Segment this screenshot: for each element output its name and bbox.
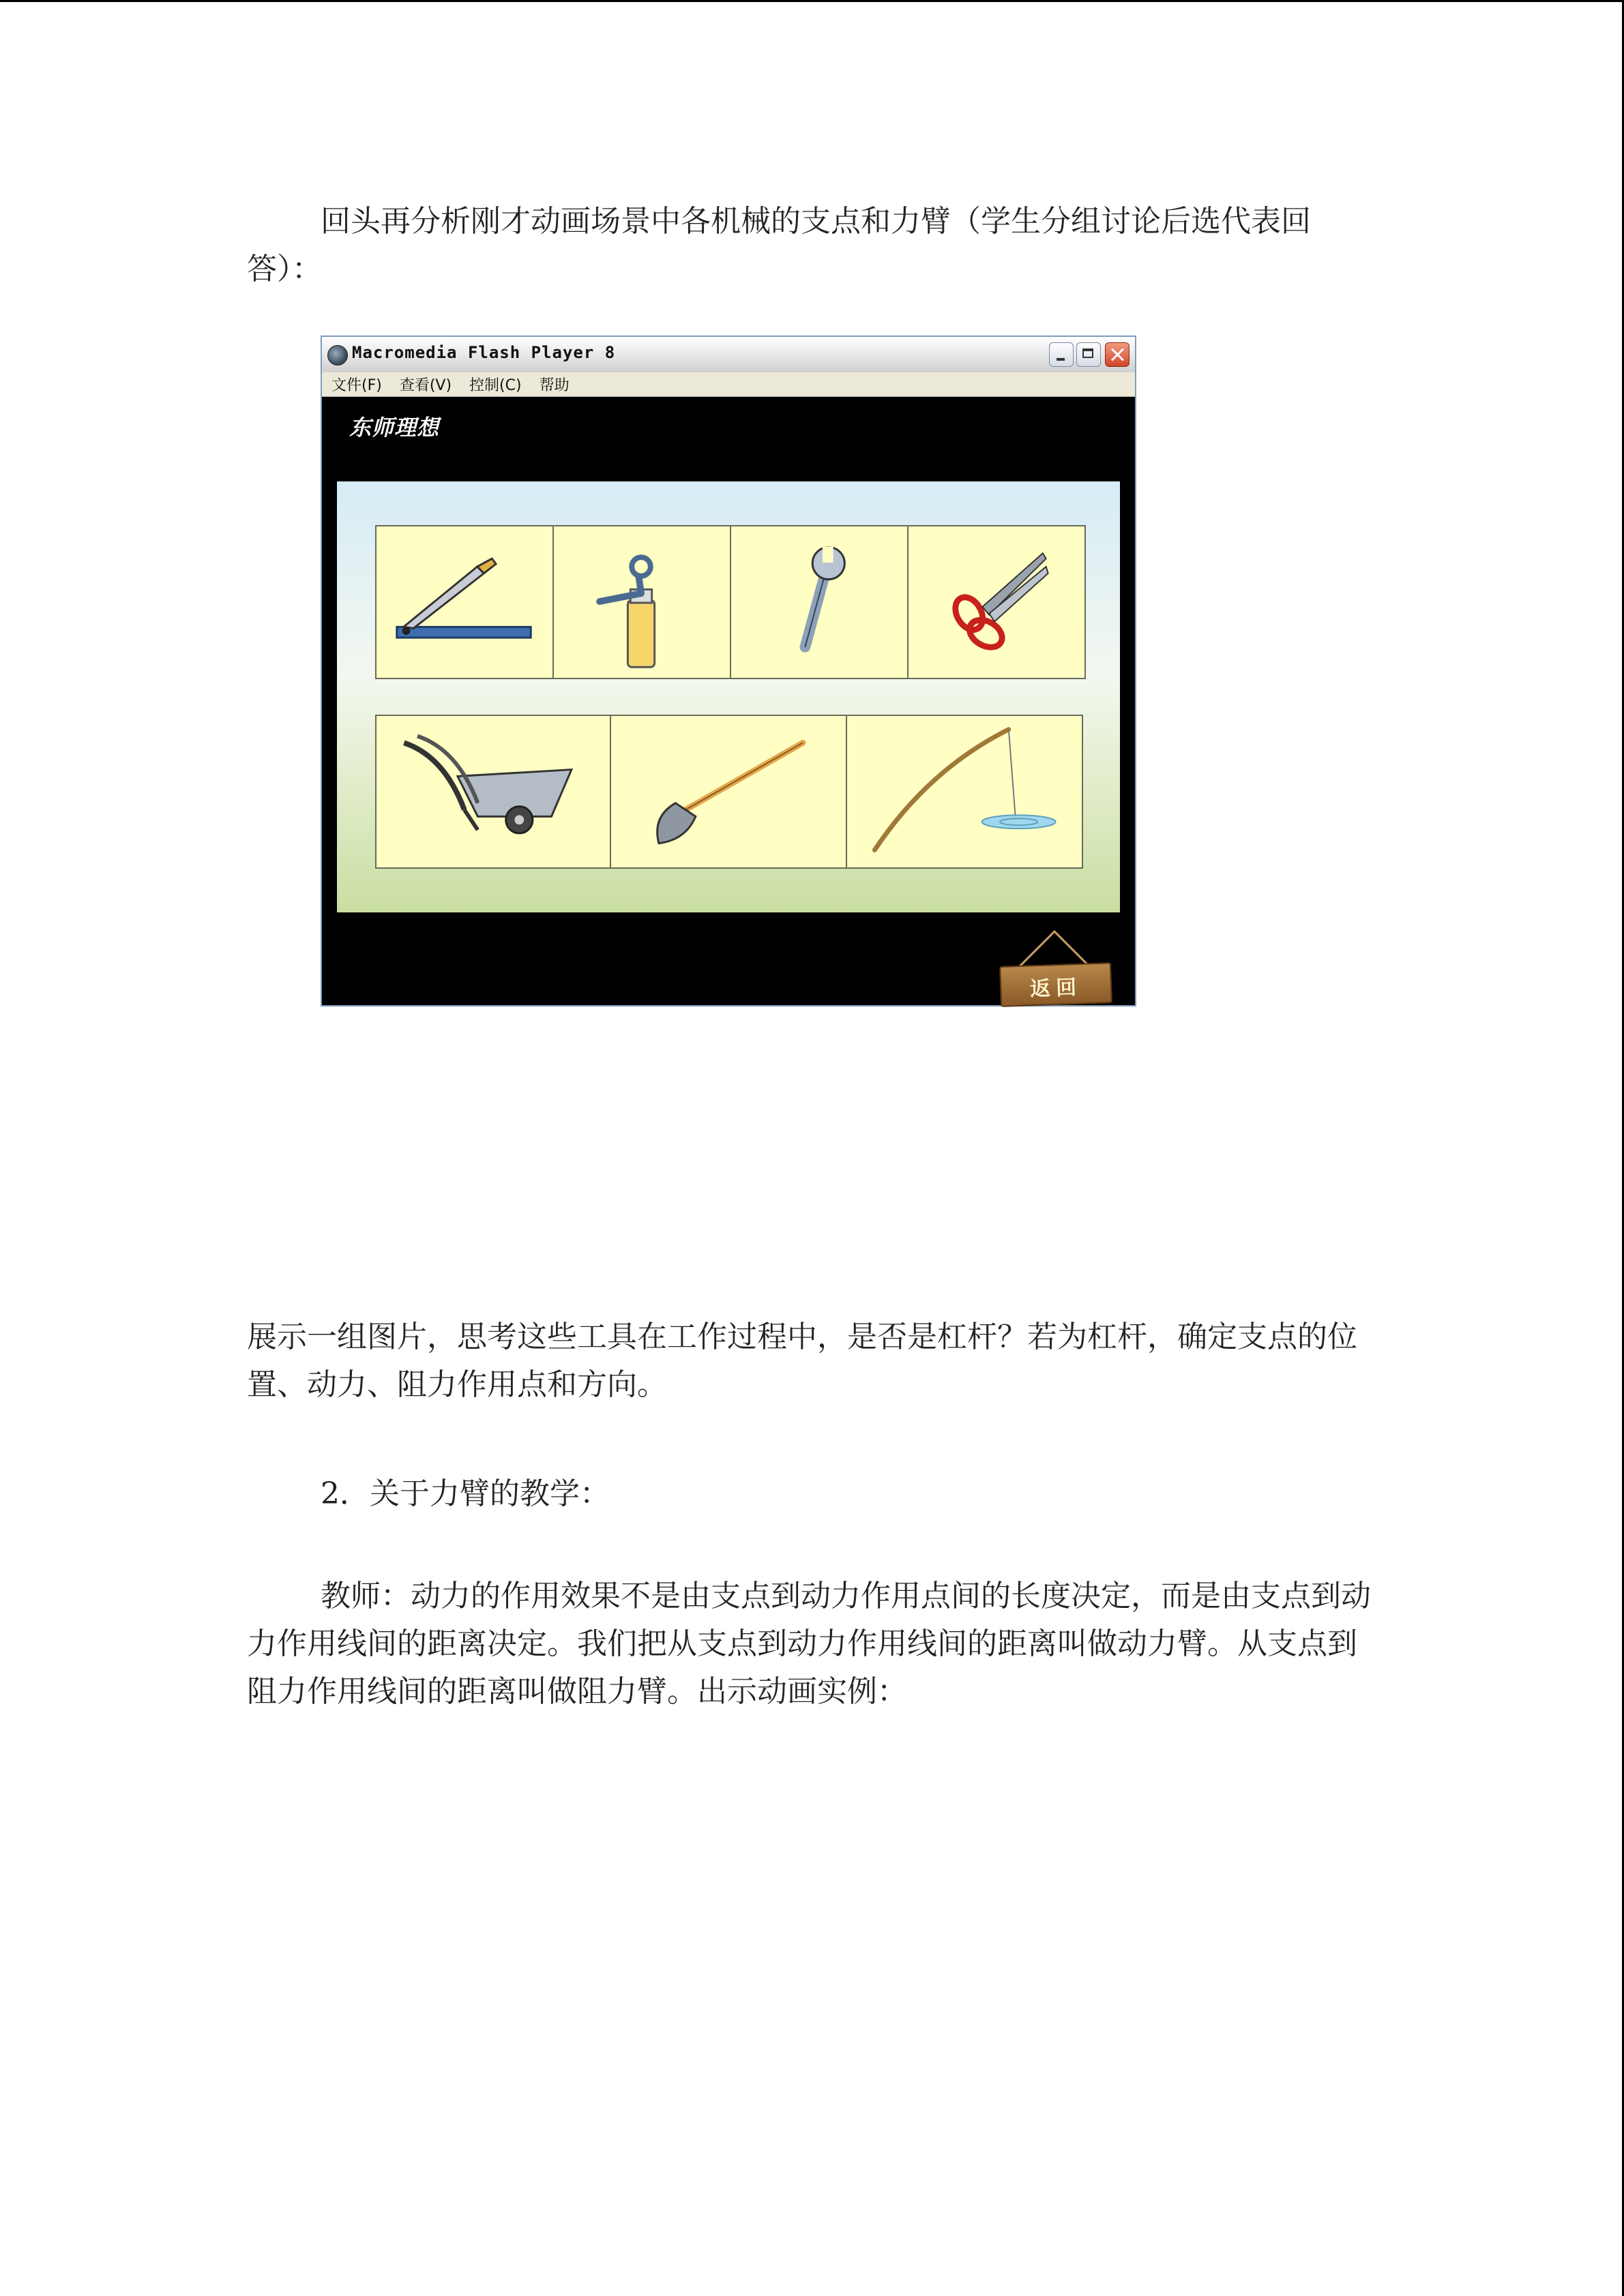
minimize-button[interactable] [1049,342,1074,367]
menu-bar [322,372,1135,397]
paragraph-3: 2．关于力臂的教学： [321,1476,610,1511]
maximize-button[interactable] [1076,342,1101,367]
window-title: Macromedia Flash Player 8 [352,343,616,362]
paragraph-2: 展示一组图片，思考这些工具在工作过程中，是否是杠杆？若为杠杆，确定支点的位置、动力、阻力作用点和方向。 [247,1320,1357,1402]
shovel-icon [611,716,846,867]
tool-cell-scissors[interactable] [907,525,1086,679]
brand-logo: 东师理想 [349,415,440,441]
wrench-icon [731,526,907,678]
scissors-icon [909,526,1084,678]
page-top-border [0,0,1624,2]
tool-cell-wrench[interactable] [730,525,909,679]
back-button[interactable] [999,962,1112,1007]
sign-rope [1015,929,1094,967]
flash-player-window [321,336,1136,1007]
back-button-label: 返回 [1029,975,1082,1002]
menu-control[interactable]: 控制(C) [469,377,522,394]
menu-view[interactable]: 查看(V) [399,377,452,394]
tool-cell-paper-cutter[interactable] [375,525,554,679]
menu-help[interactable]: 帮助 [539,377,570,394]
flash-logo-icon [327,345,348,366]
fishing-rod-icon [847,716,1082,867]
paper-cutter-icon [377,526,552,678]
tool-cell-shovel[interactable] [610,715,847,869]
tool-cell-wheelbarrow[interactable] [375,715,611,869]
tool-scene [337,481,1120,912]
tool-cell-bottle-opener[interactable] [552,525,731,679]
paragraph-4: 教师：动力的作用效果不是由支点到动力作用点间的长度决定，而是由支点到动力作用线间的距离决定。我们把从支点到动力作用线间的距离叫做动力臂。从支点到阻力作用线间的距离叫做阻力臂。出示动画实例： [247,1579,1371,1709]
flash-stage [322,397,1135,1005]
close-button[interactable] [1105,342,1130,367]
paragraph-1: 回头再分析刚才动画场景中各机械的支点和力臂（学生分组讨论后选代表回答）： [247,204,1311,286]
tool-cell-fishing-rod[interactable] [846,715,1083,869]
bottle-opener-icon [554,526,730,678]
menu-file[interactable]: 文件(F) [331,377,382,394]
wheelbarrow-icon [377,716,610,867]
title-bar [322,337,1135,373]
